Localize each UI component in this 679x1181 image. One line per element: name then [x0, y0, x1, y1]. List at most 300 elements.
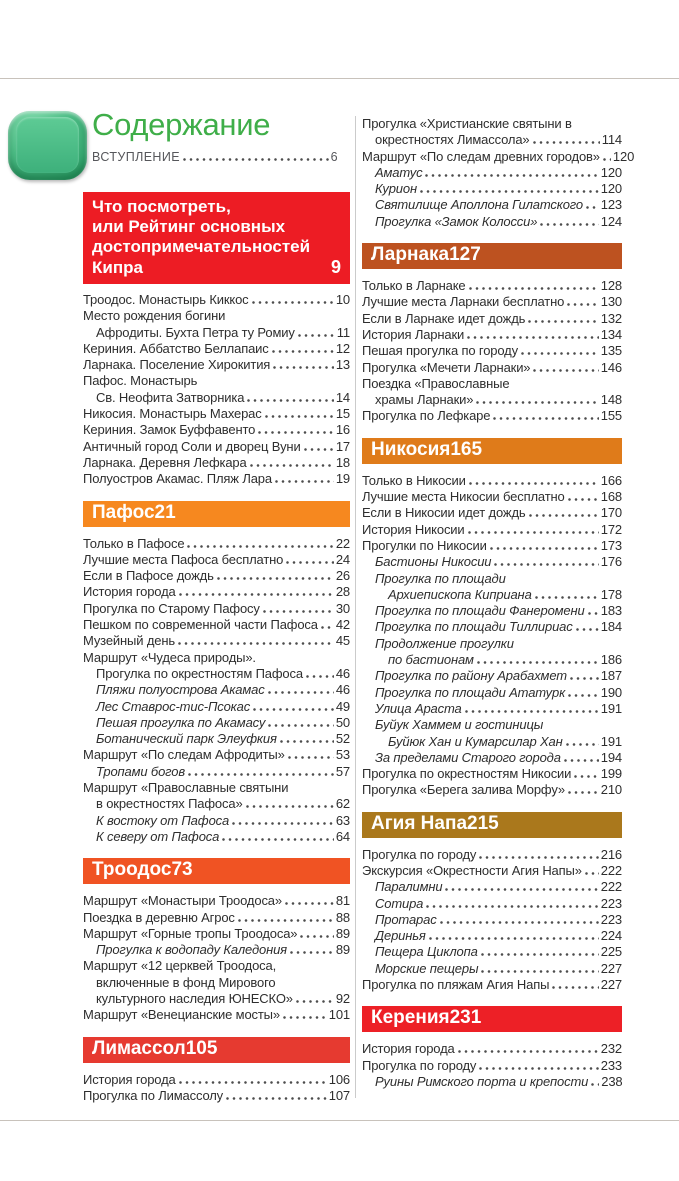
toc-entry: [362, 766, 622, 782]
dot-leader: [272, 350, 334, 353]
toc-entry: [83, 406, 350, 422]
toc-entry: [362, 554, 622, 570]
dot-leader: [481, 953, 599, 956]
entry-page-number: 92: [335, 990, 350, 1006]
toc-entry: [362, 603, 622, 619]
toc-entry: [362, 912, 622, 928]
toc-entry-line: [83, 1088, 350, 1104]
entry-label: Место рождения богини: [83, 308, 226, 324]
entry-label: Кериния. Замок Буффавенто: [83, 422, 256, 438]
toc-entry-line: [83, 390, 350, 406]
toc-entry-line: [362, 603, 622, 619]
section-entries: [362, 278, 622, 425]
toc-entry-line: [362, 522, 622, 538]
entry-label: Пафос. Монастырь: [83, 373, 198, 389]
toc-entry-line: [362, 587, 622, 603]
section-page-number: 105: [185, 1037, 218, 1059]
entry-page-number: 223: [600, 895, 622, 911]
toc-entry-line: [83, 601, 350, 617]
section-title: Троодос: [92, 859, 172, 881]
toc-entry-line: [83, 584, 350, 600]
toc-entry-line: [362, 734, 622, 750]
entry-page-number: 106: [328, 1071, 350, 1087]
entry-label: Маршрут «Венецианские мосты»: [83, 1007, 280, 1023]
dot-leader: [296, 1000, 334, 1003]
toc-entry: [362, 489, 622, 505]
dot-leader: [275, 480, 334, 483]
entry-label: Прогулка «Замок Колосси»: [375, 213, 538, 229]
toc-entry: [83, 422, 350, 438]
toc-entry-line: [362, 863, 622, 879]
dot-leader: [467, 336, 599, 339]
toc-entry-line: [362, 392, 622, 408]
toc-entry-line: [83, 325, 350, 341]
dot-leader: [263, 610, 334, 613]
toc-entry: [362, 148, 635, 165]
dot-leader: [306, 675, 334, 678]
entry-page-number: 26: [335, 568, 350, 584]
toc-entry-line: [362, 311, 622, 327]
entry-page-number: 64: [335, 828, 350, 844]
entry-page-number: 124: [600, 213, 622, 229]
toc-entry-line: [362, 327, 622, 343]
entry-page-number: 225: [600, 944, 622, 960]
entry-label: Только в Никосии: [362, 472, 466, 488]
toc-entry: [362, 376, 622, 409]
toc-entry-line: [83, 536, 350, 552]
toc-entry: [83, 926, 350, 942]
toc-entry-line: [83, 666, 350, 682]
section-header: [362, 243, 622, 269]
entry-page-number: 170: [600, 505, 622, 521]
dot-leader: [268, 724, 334, 727]
entry-label: по бастионам: [388, 652, 474, 668]
toc-entry: [83, 910, 350, 926]
entry-label: Ларнака. Поселение Хирокития: [83, 357, 271, 373]
section-page-number: 215: [467, 812, 499, 834]
dot-leader: [576, 628, 599, 631]
toc-entry: [362, 977, 622, 993]
entry-page-number: 210: [600, 782, 622, 798]
entry-label: Продолжение прогулки: [375, 635, 514, 651]
entry-label: Маршрут «Горные тропы Троодоса»: [83, 925, 298, 941]
entry-label: Деринья: [375, 928, 426, 944]
entry-label: Афродиты. Бухта Петра ту Ромиу: [96, 324, 295, 340]
entry-page-number: 134: [600, 326, 622, 342]
toc-entry: [362, 896, 622, 912]
toc-entry: [83, 764, 350, 780]
entry-page-number: 224: [600, 928, 622, 944]
toc-entry: [83, 552, 350, 568]
dot-leader: [247, 399, 334, 402]
dot-leader: [298, 334, 335, 337]
section-header: [362, 812, 622, 838]
toc-entry-line: [83, 958, 350, 974]
entry-label: Прогулка по окрестностям Никосии: [362, 766, 572, 782]
toc-entry-line: [362, 879, 622, 895]
toc-entry-line: [362, 912, 622, 928]
toc-entry: [83, 942, 350, 958]
dot-leader: [179, 1081, 327, 1084]
entry-page-number: 191: [600, 700, 622, 716]
toc-entry: [362, 944, 622, 960]
entry-page-number: 194: [600, 749, 622, 765]
entry-page-number: 62: [335, 796, 350, 812]
dot-leader: [603, 158, 611, 161]
dot-leader: [253, 708, 334, 711]
dot-leader: [420, 190, 599, 193]
section-title-line: [92, 237, 341, 257]
toc-entry: [362, 636, 622, 669]
entry-page-number: 57: [335, 763, 350, 779]
dot-leader: [217, 577, 334, 580]
entry-label: Тропами богов: [96, 763, 185, 779]
section-title-line: [371, 813, 499, 835]
dot-leader: [493, 417, 598, 420]
section-title: или Рейтинг основных: [92, 217, 286, 236]
toc-entry-line: [362, 750, 622, 766]
dot-leader: [490, 547, 599, 550]
entry-page-number: 172: [600, 521, 622, 537]
toc-column-left: [83, 192, 350, 1104]
dot-leader: [321, 626, 334, 629]
dot-leader: [238, 919, 334, 922]
toc-entry: [83, 958, 350, 1007]
toc-entry: [83, 731, 350, 747]
entry-label: Сотира: [375, 895, 424, 911]
entry-label: Буйюк Хан и Кумарсилар Хан: [388, 733, 563, 749]
entry-label: Пещера Циклопа: [375, 944, 478, 960]
toc-entry: [362, 360, 622, 376]
entry-label: Полуостров Акамас. Пляж Лара: [83, 471, 272, 487]
entry-label: К востоку от Пафоса: [96, 812, 230, 828]
section-entries: [83, 893, 350, 1023]
dot-leader: [283, 1016, 327, 1019]
dot-leader: [570, 677, 599, 680]
dot-leader: [246, 805, 334, 808]
entry-page-number: 148: [600, 392, 622, 408]
section-title: Никосия: [371, 438, 451, 460]
entry-label: Прогулка «Берега залива Морфу»: [362, 782, 565, 798]
toc-entry: [362, 505, 622, 521]
toc-entry: [83, 633, 350, 649]
entry-page-number: 222: [600, 879, 622, 895]
contents-chapter-icon: [8, 111, 87, 180]
toc-entry-line: [83, 1007, 350, 1023]
toc-entry: [362, 116, 622, 149]
section-entries: [83, 1072, 350, 1105]
toc-entry: [83, 601, 350, 617]
dot-leader: [476, 401, 598, 404]
entry-label: Прогулка по площади Ататурк: [375, 684, 566, 700]
entry-page-number: 222: [600, 862, 622, 878]
entry-page-number: 227: [600, 960, 622, 976]
toc-entry-line: [83, 633, 350, 649]
entry-page-number: 24: [335, 551, 350, 567]
toc-entry-line: [362, 505, 622, 521]
toc-entry-line: [362, 685, 622, 701]
dot-leader: [268, 691, 334, 694]
toc-entry: [83, 439, 350, 455]
entry-label: Только в Ларнаке: [362, 278, 466, 294]
entry-label: Св. Неофита Затворника: [96, 389, 245, 405]
toc-entry-line: [83, 893, 350, 909]
toc-column-right: [362, 112, 635, 1090]
toc-entry-line: [83, 975, 350, 991]
entry-label: Пешком по современной части Пафоса: [83, 617, 318, 633]
toc-entry: [362, 961, 622, 977]
entry-label: Лучшие места Ларнаки бесплатно: [362, 294, 565, 310]
entry-label: Пешая прогулка по городу: [362, 343, 518, 359]
dot-leader: [568, 694, 599, 697]
entry-label: Морские пещеры: [375, 960, 479, 976]
dot-leader: [426, 905, 599, 908]
toc-entry-line: [83, 455, 350, 471]
toc-entry: [83, 650, 350, 683]
entry-label: Улица Араста: [375, 700, 462, 716]
toc-entry: [83, 813, 350, 829]
toc-entry-line: [362, 554, 622, 570]
dot-leader: [552, 986, 598, 989]
entry-page-number: 176: [600, 554, 622, 570]
entry-page-number: 114: [601, 132, 622, 148]
entry-label: Троодос. Монастырь Киккос: [83, 292, 249, 307]
entry-page-number: 16: [335, 422, 350, 438]
entry-page-number: 63: [335, 812, 350, 828]
section-title-line: [92, 1038, 217, 1060]
dot-leader: [252, 301, 334, 304]
entry-label: Поездка «Православные: [362, 375, 510, 391]
section-title-line: [371, 1007, 481, 1029]
section-title-line: [92, 257, 341, 278]
toc-entry-line: [362, 896, 622, 912]
entry-page-number: 191: [600, 733, 622, 749]
dot-leader: [568, 498, 599, 501]
section-header: [362, 438, 622, 464]
entry-label: Музейный день: [83, 633, 175, 649]
toc-entry-line: [362, 571, 622, 587]
toc-entry: [83, 292, 350, 308]
toc-entry-line: [362, 360, 622, 376]
entry-page-number: 120: [600, 164, 622, 180]
dot-leader: [458, 1050, 599, 1053]
section-title: Лимассол: [92, 1037, 186, 1059]
entry-page-number: 135: [600, 343, 622, 359]
entry-page-number: 184: [600, 619, 622, 635]
section-title: достопримечательностей: [92, 237, 311, 256]
toc-entry-line: [83, 991, 350, 1007]
dot-leader: [290, 951, 334, 954]
toc-entry: [83, 341, 350, 357]
entry-page-number: 130: [600, 294, 622, 310]
entry-page-number: 190: [600, 684, 622, 700]
toc-entry: [362, 1074, 622, 1090]
entry-page-number: 28: [335, 584, 350, 600]
entry-page-number: 227: [600, 977, 622, 993]
dot-leader: [425, 174, 598, 177]
toc-entry: [83, 1007, 350, 1023]
entry-label: включенные в фонд Мирового: [96, 974, 276, 990]
toc-entry: [362, 571, 622, 604]
toc-entry-line: [83, 829, 350, 845]
toc-entry-line: [83, 780, 350, 796]
entry-page-number: 13: [335, 357, 350, 373]
entry-page-number: 12: [335, 340, 350, 356]
entry-label: Ботанический парк Элеуфкия: [96, 731, 277, 747]
entry-page-number: 46: [335, 665, 350, 681]
entry-label: Прогулки по Никосии: [362, 537, 487, 553]
toc-entry: [83, 682, 350, 698]
section-title: Кипра: [92, 258, 143, 277]
toc-entry: [362, 197, 622, 213]
entry-label: Прогулка «Христианские святыни в: [362, 116, 572, 131]
dot-leader: [300, 935, 333, 938]
entry-label: Маршрут «12 церквей Троодоса,: [83, 958, 277, 974]
section-title: Агия Напа: [371, 812, 468, 834]
toc-entry: [362, 701, 622, 717]
entry-page-number: 199: [600, 766, 622, 782]
entry-label: История Ларнаки: [362, 326, 465, 342]
toc-entry: [362, 619, 622, 635]
toc-entry-line: [83, 926, 350, 942]
section-entries: [83, 536, 350, 846]
toc-entry-line: [83, 341, 350, 357]
entry-page-number: 88: [335, 909, 350, 925]
dot-leader: [588, 612, 599, 615]
page-header: [92, 108, 338, 164]
toc-entry: [362, 750, 622, 766]
toc-entry-line: [362, 343, 622, 359]
column-divider: [355, 116, 356, 1098]
entry-label: окрестностях Лимассола»: [375, 132, 530, 148]
dot-leader: [226, 1097, 327, 1100]
entry-page-number: 186: [600, 652, 622, 668]
section-title-line: [92, 502, 176, 524]
toc-entry-line: [83, 568, 350, 584]
entry-label: Прогулка по городу: [362, 846, 477, 862]
section-title-line: [92, 197, 341, 217]
entry-label: Маршрут «Чудеса природы».: [83, 649, 256, 665]
dot-leader: [222, 838, 334, 841]
toc-entry-line: [362, 214, 622, 230]
toc-entry-line: [362, 701, 622, 717]
toc-entry-line: [362, 376, 622, 392]
entry-page-number: 166: [600, 472, 622, 488]
dot-leader: [304, 448, 334, 451]
toc-entry: [362, 522, 622, 538]
entry-page-number: 233: [600, 1057, 622, 1073]
toc-entry: [83, 715, 350, 731]
toc-entry-line: [362, 148, 635, 165]
dot-leader: [465, 710, 599, 713]
entry-label: Кериния. Аббатство Беллапаис: [83, 340, 269, 356]
entry-page-number: 49: [335, 698, 350, 714]
toc-entry-line: [362, 636, 622, 652]
entry-page-number: 238: [601, 1073, 623, 1089]
entry-label: Прогулка по городу: [362, 1057, 477, 1073]
entry-page-number: 168: [600, 489, 622, 505]
toc-entry: [362, 685, 622, 701]
dot-leader: [591, 1083, 599, 1086]
bottom-rule: [0, 1120, 679, 1121]
toc-entry: [83, 893, 350, 909]
dot-leader: [273, 366, 334, 369]
section-page-number: 127: [449, 244, 481, 266]
entry-page-number: 30: [335, 600, 350, 616]
toc-entry-line: [83, 699, 350, 715]
entry-label: История города: [83, 1071, 176, 1087]
toc-entry: [83, 780, 350, 813]
toc-entry: [362, 782, 622, 798]
toc-entry-line: [83, 796, 350, 812]
entry-page-number: 52: [335, 731, 350, 747]
section-page-number: 231: [449, 1007, 482, 1029]
entry-label: культурного наследия ЮНЕСКО»: [96, 990, 293, 1006]
toc-entry-line: [83, 292, 350, 308]
toc-entry: [83, 455, 350, 471]
toc-entry: [362, 1058, 622, 1074]
entry-page-number: 120: [612, 148, 635, 164]
toc-entry: [362, 311, 622, 327]
entry-label: Прогулка по пляжам Агия Напы: [362, 977, 550, 993]
entry-label: Маршрут «Монастыри Троодоса»: [83, 893, 282, 909]
toc-entry-line: [362, 294, 622, 310]
intro-label: ВСТУПЛЕНИЕ: [92, 150, 180, 164]
toc-entry-line: [83, 617, 350, 633]
dot-leader: [568, 791, 599, 794]
dot-leader: [533, 141, 600, 144]
toc-entry-line: [83, 471, 350, 487]
toc-entry: [362, 538, 622, 554]
dot-leader: [535, 596, 599, 599]
entry-label: Пляжи полуострова Акамас: [96, 682, 265, 698]
toc-entry-line: [362, 652, 622, 668]
entry-label: История города: [362, 1041, 455, 1057]
section-title-line: [92, 859, 193, 881]
toc-entry: [362, 668, 622, 684]
toc-entry-line: [362, 197, 622, 213]
dot-leader: [265, 415, 334, 418]
toc-entry-line: [83, 406, 350, 422]
toc-entry-line: [83, 813, 350, 829]
entry-label: Античный город Соли и дворец Вуни: [83, 438, 301, 454]
toc-entry-line: [362, 1074, 622, 1090]
dot-leader: [540, 223, 598, 226]
entry-page-number: 19: [335, 471, 350, 487]
toc-entry-line: [362, 1058, 622, 1074]
toc-entry: [362, 1041, 622, 1057]
entry-page-number: 22: [335, 535, 350, 551]
toc-entry: [362, 278, 622, 294]
toc-entry-line: [362, 165, 622, 181]
toc-entry-line: [362, 847, 622, 863]
entry-label: Только в Пафосе: [83, 535, 185, 551]
toc-entry-line: [362, 668, 622, 684]
section-page-number: 165: [450, 438, 483, 460]
toc-entry: [83, 536, 350, 552]
section-title: Ларнака: [371, 244, 450, 266]
section-title: Пафос: [92, 501, 155, 523]
section-page-number: 73: [171, 859, 193, 881]
entry-page-number: 50: [335, 714, 350, 730]
entry-page-number: 101: [328, 1007, 350, 1023]
toc-entry: [83, 1088, 350, 1104]
dot-leader: [440, 921, 599, 924]
entry-label: Прогулка к водопаду Каледония: [96, 942, 287, 958]
entry-label: Прогулка по Лефкаре: [362, 408, 491, 424]
entry-page-number: 146: [600, 359, 622, 375]
toc-entry-line: [362, 619, 622, 635]
